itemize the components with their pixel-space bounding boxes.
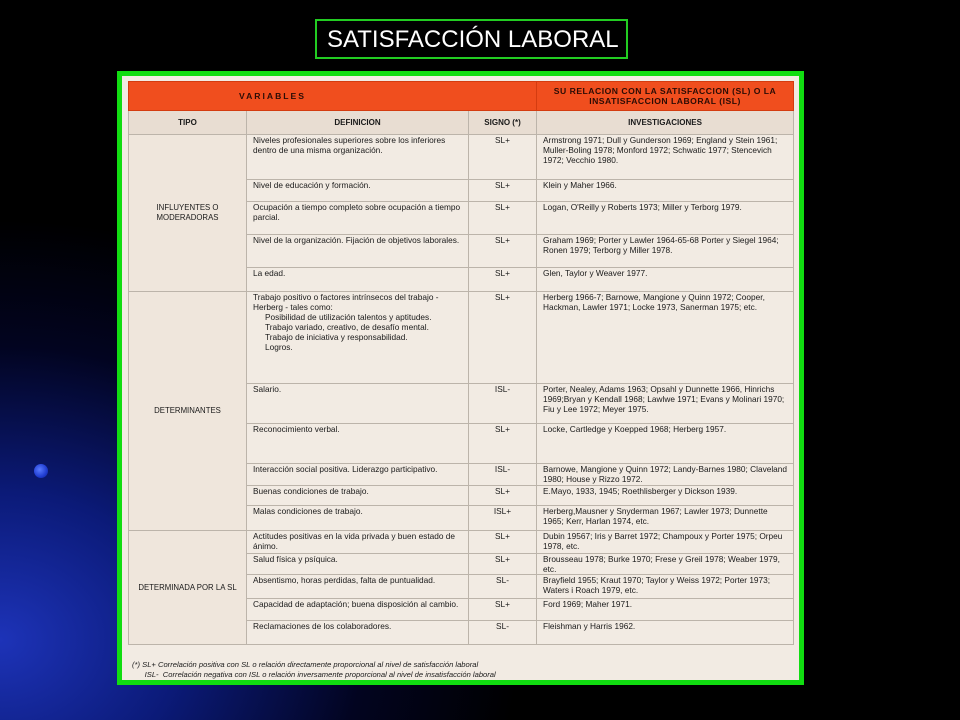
header-variables: VARIABLES bbox=[129, 82, 537, 111]
definicion-text: Ocupación a tiempo completo sobre ocupación a tiempo parcial. bbox=[253, 202, 461, 222]
cell-investigaciones: Barnowe, Mangione y Quinn 1972; Landy-Barnes 1980; Claveland 1980; House y Rizzo 1972. bbox=[537, 464, 794, 486]
cell-investigaciones: Armstrong 1971; Dull y Gunderson 1969; England y Stein 1961; Muller-Boling 1978; Monford 1972; Schwatic 1977; Stencevich 1972; Vecchio 1980. bbox=[537, 135, 794, 180]
table-row bbox=[129, 292, 794, 384]
cell-signo: SL+ bbox=[469, 135, 537, 180]
cell-tipo: DETERMINANTES bbox=[129, 292, 247, 531]
definicion-text: Malas condiciones de trabajo. bbox=[253, 506, 363, 516]
slide-title: SATISFACCIÓN LABORAL bbox=[315, 19, 628, 59]
cell-tipo: INFLUYENTES O MODERADORAS bbox=[129, 135, 247, 292]
cell-signo: SL+ bbox=[469, 554, 537, 575]
footnotes bbox=[132, 660, 792, 680]
definicion-subitem: Trabajo de iniciativa y responsabilidad. bbox=[265, 332, 408, 342]
cell-investigaciones: Glen, Taylor y Weaver 1977. bbox=[537, 268, 794, 292]
cell-definicion bbox=[247, 531, 469, 554]
cell-definicion bbox=[247, 292, 469, 384]
cell-investigaciones: Klein y Maher 1966. bbox=[537, 180, 794, 202]
definicion-text: Trabajo positivo o factores intrínsecos del trabajo - Herberg - tales como: bbox=[253, 292, 439, 312]
table-image-frame bbox=[117, 71, 804, 685]
cell-signo: SL+ bbox=[469, 599, 537, 621]
cell-investigaciones: Locke, Cartledge y Koepped 1968; Herberg 1957. bbox=[537, 424, 794, 464]
cell-signo: SL+ bbox=[469, 486, 537, 506]
cell-tipo: DETERMINADA POR LA SL bbox=[129, 531, 247, 645]
definicion-text: Nivel de la organización. Fijación de objetivos laborales. bbox=[253, 235, 460, 245]
cell-signo: SL+ bbox=[469, 268, 537, 292]
cell-investigaciones: Brousseau 1978; Burke 1970; Frese y Greil 1978; Weaber 1979, etc. bbox=[537, 554, 794, 575]
definicion-subitem: Logros. bbox=[265, 342, 293, 352]
cell-investigaciones: Fleishman y Harris 1962. bbox=[537, 621, 794, 645]
definicion-text: La edad. bbox=[253, 268, 286, 278]
cell-definicion bbox=[247, 486, 469, 506]
cell-investigaciones: Graham 1969; Porter y Lawler 1964-65-68 Porter y Siegel 1964; Ronen 1979; Terborg y Miller 1978. bbox=[537, 235, 794, 268]
cell-investigaciones: Herberg 1966-7; Barnowe, Mangione y Quinn 1972; Cooper, Hackman, Lawler 1971; Locke 1973, Sanerman 1975; etc. bbox=[537, 292, 794, 384]
cell-definicion bbox=[247, 384, 469, 424]
cell-definicion bbox=[247, 135, 469, 180]
definicion-text: Capacidad de adaptación; buena disposición al cambio. bbox=[253, 599, 459, 609]
cell-signo: ISL+ bbox=[469, 506, 537, 531]
cell-investigaciones: Porter, Nealey, Adams 1963; Opsahl y Dunnette 1966, Hinrichs 1969;Bryan y Kendall 1968; Lawlwe 1971; Evans y Molinari 1970; Fiu y Lee 1972; Meyer 1975. bbox=[537, 384, 794, 424]
cell-definicion bbox=[247, 424, 469, 464]
cell-signo: SL+ bbox=[469, 235, 537, 268]
cell-investigaciones: Ford 1969; Maher 1971. bbox=[537, 599, 794, 621]
col-investigaciones: INVESTIGACIONES bbox=[537, 111, 794, 135]
decorative-dot bbox=[34, 464, 48, 478]
definicion-text: Absentismo, horas perdidas, falta de puntualidad. bbox=[253, 575, 436, 585]
cell-signo: SL- bbox=[469, 575, 537, 599]
col-signo: SIGNO (*) bbox=[469, 111, 537, 135]
table-row bbox=[129, 531, 794, 554]
col-tipo: TIPO bbox=[129, 111, 247, 135]
table-row bbox=[129, 135, 794, 180]
header-relation: SU RELACION CON LA SATISFACCION (SL) O LA INSATISFACCION LABORAL (ISL) bbox=[537, 82, 794, 111]
definicion-subitem: Posibilidad de utilización talentos y aptitudes. bbox=[265, 312, 432, 322]
definicion-text: Buenas condiciones de trabajo. bbox=[253, 486, 369, 496]
cell-investigaciones: E.Mayo, 1933, 1945; Roethlisberger y Dickson 1939. bbox=[537, 486, 794, 506]
cell-signo: ISL- bbox=[469, 384, 537, 424]
cell-investigaciones: Herberg,Mausner y Snyderman 1967; Lawler 1973; Dunnette 1965; Kerr, Harlan 1974, etc. bbox=[537, 506, 794, 531]
definicion-text: Nivel de educación y formación. bbox=[253, 180, 371, 190]
cell-investigaciones: Brayfield 1955; Kraut 1970; Taylor y Weiss 1972; Porter 1973; Waters i Roach 1979, etc. bbox=[537, 575, 794, 599]
cell-definicion bbox=[247, 180, 469, 202]
variables-table bbox=[128, 81, 794, 645]
cell-definicion bbox=[247, 268, 469, 292]
cell-signo: SL+ bbox=[469, 180, 537, 202]
col-definicion: DEFINICION bbox=[247, 111, 469, 135]
cell-signo: ISL- bbox=[469, 464, 537, 486]
definicion-text: Interacción social positiva. Liderazgo participativo. bbox=[253, 464, 438, 474]
cell-signo: SL+ bbox=[469, 424, 537, 464]
footnote-line: (*) SL+ Correlación positiva con SL o relación directamente proporcional al nivel de satisfacción laboral bbox=[132, 660, 479, 669]
cell-signo: SL+ bbox=[469, 292, 537, 384]
cell-investigaciones: Dubin 19567; Iris y Barret 1972; Champoux y Porter 1975; Orpeu 1978, etc. bbox=[537, 531, 794, 554]
cell-definicion bbox=[247, 506, 469, 531]
definicion-text: Actitudes positivas en la vida privada y buen estado de ánimo. bbox=[253, 531, 456, 551]
cell-signo: SL+ bbox=[469, 202, 537, 235]
cell-signo: SL+ bbox=[469, 531, 537, 554]
cell-definicion bbox=[247, 575, 469, 599]
cell-investigaciones: Logan, O'Reilly y Roberts 1973; Miller y Terborg 1979. bbox=[537, 202, 794, 235]
cell-definicion bbox=[247, 554, 469, 575]
definicion-text: Reconocimiento verbal. bbox=[253, 424, 340, 434]
footnote-line: ISL- Correlación negativa con ISL o relación inversamente proporcional al nivel de insatisfacción laboral bbox=[132, 670, 496, 679]
cell-definicion bbox=[247, 621, 469, 645]
cell-definicion bbox=[247, 464, 469, 486]
cell-definicion bbox=[247, 599, 469, 621]
definicion-text: Salud física y psíquica. bbox=[253, 554, 338, 564]
definicion-text: Salario. bbox=[253, 384, 282, 394]
cell-signo: SL- bbox=[469, 621, 537, 645]
cell-definicion bbox=[247, 235, 469, 268]
cell-definicion bbox=[247, 202, 469, 235]
definicion-subitem: Trabajo variado, creativo, de desafío mental. bbox=[265, 322, 429, 332]
definicion-text: Reclamaciones de los colaboradores. bbox=[253, 621, 392, 631]
definicion-text: Niveles profesionales superiores sobre los inferiores dentro de una misma organización. bbox=[253, 135, 446, 155]
